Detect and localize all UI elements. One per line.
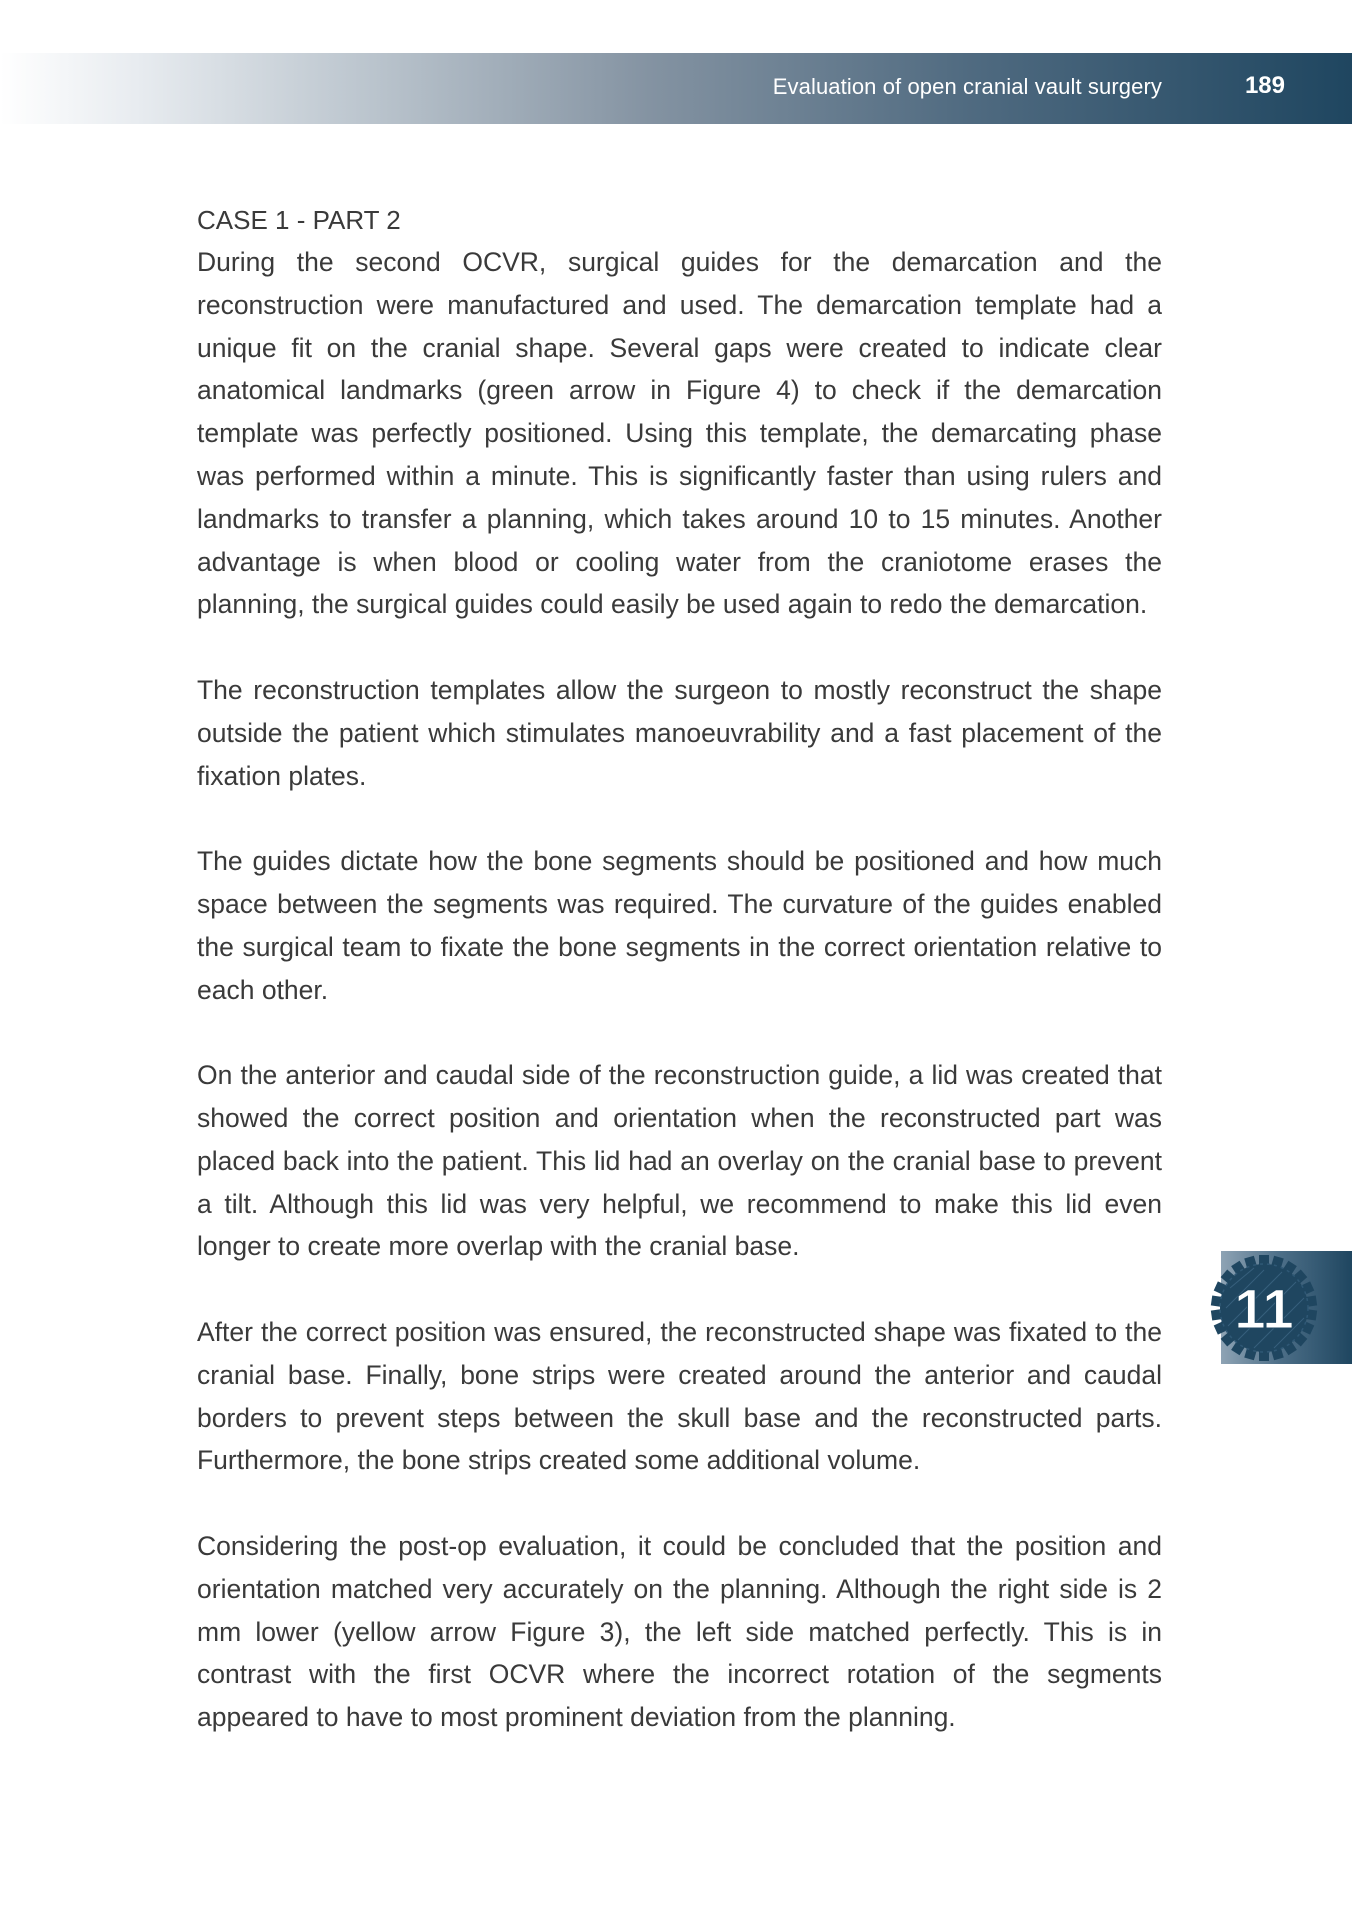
paragraph-2: The reconstruction templates allow the surgeon to mostly reconstruct the shape outside the patient which stimulates manoeuvrability and a fast placement of the fixation plates. <box>197 674 1162 791</box>
paragraph-6: Considering the post-op evaluation, it could be concluded that the position and orientation matched very accurately on the planning. Although the right side is 2 mm lower (yellow arrow Figure 3), the left side matched perfectly. This is in contrast with the first OCVR where the incorrect rotation of the segments appeared to have to most prominent deviation from the planning. <box>197 1530 1162 1733</box>
paragraph-1: During the second OCVR, surgical guides for the demarcation and the reconstruction were manufactured and used. The demarcation template had a unique fit on the cranial shape. Several gaps were created to indicate clear anatomical landmarks (green arrow in Figure 4) to check if the demarcation template was perfectly positioned. Using this template, the demarcating phase was performed within a minute. This is significantly faster than using rulers and landmarks to transfer a planning, which takes around 10 to 15 minutes. Another advantage is when blood or cooling water from the craniotome erases the planning, the surgical guides could easily be used again to redo the demarcation. <box>197 247 1162 620</box>
running-header-title: Evaluation of open cranial vault surgery <box>772 74 1162 99</box>
chapter-number: 11 <box>1234 1277 1294 1340</box>
chapter-badge-gear-icon <box>1210 1254 1318 1362</box>
page-number: 189 <box>1244 72 1285 99</box>
section-heading: CASE 1 - PART 2 <box>197 205 401 235</box>
paragraph-5: After the correct position was ensured, the reconstructed shape was fixated to the cranial base. Finally, bone strips were created around the anterior and caudal borders to prevent steps between the skull base and the reconstructed parts. Furthermore, the bone strips created some additional volume. <box>197 1316 1162 1476</box>
paragraph-3: The guides dictate how the bone segments should be positioned and how much space between the segments was required. The curvature of the guides enabled the surgical team to fixate the bone segments in the correct orientation relative to each other. <box>197 846 1162 1005</box>
main-content <box>197 199 1162 1782</box>
paragraph-4: On the anterior and caudal side of the reconstruction guide, a lid was created that showed the correct position and orientation when the reconstructed part was placed back into the patient. This lid had an overlay on the cranial base to prevent a tilt. Although this lid was very helpful, we recommend to make this lid even longer to create more overlap with the cranial base. <box>197 1060 1162 1262</box>
